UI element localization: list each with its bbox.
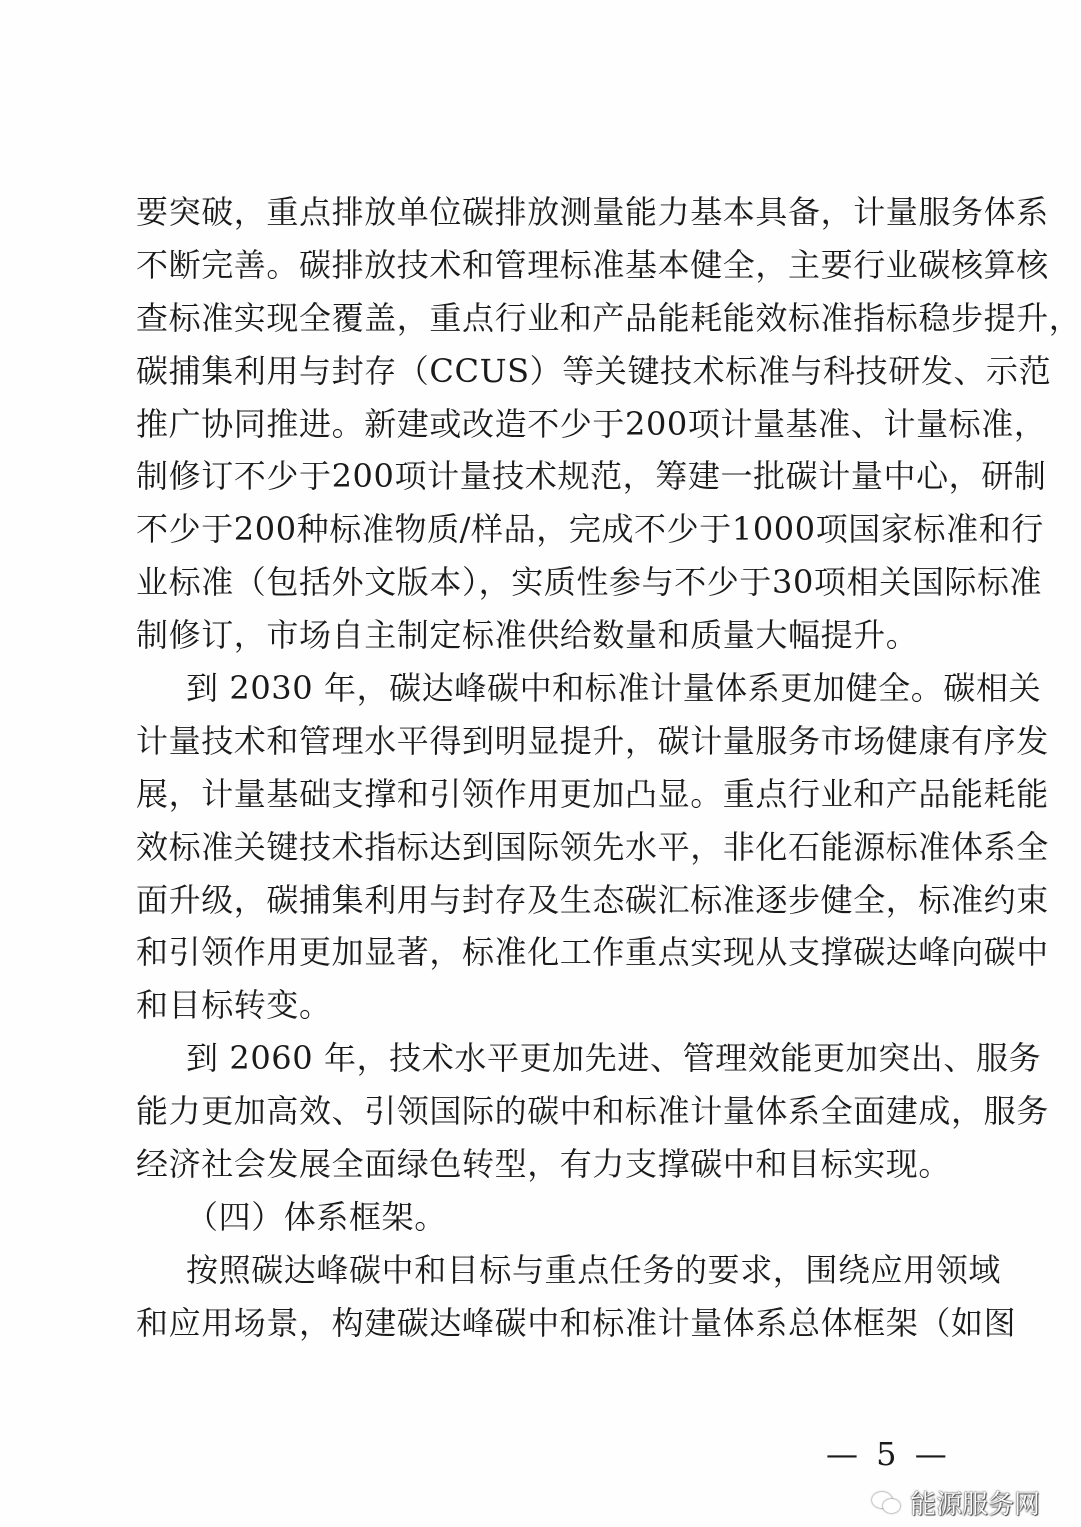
page-number: — 5 — [826,1435,951,1473]
text-line: 制修订不少于200项计量技术规范，筹建一批碳计量中心，研制 [136,457,1047,496]
text-line: 计量技术和管理水平得到明显提升，碳计量服务市场健康有序发 [136,721,1049,760]
text-line: 碳捕集利用与封存（CCUS）等关键技术标准与科技研发、示范 [136,351,1052,390]
text-line: 不少于200种标准物质/样品，完成不少于1000项国家标准和行 [136,510,1044,549]
text-line: 要突破，重点排放单位碳排放测量能力基本具备，计量服务体系 [136,193,1049,231]
text-line: 能力更加高效、引领国际的碳中和标准计量体系全面建成，服务 [136,1092,1049,1131]
source-watermark [872,1484,1040,1521]
text-line: 经济社会发展全面绿色转型，有力支撑碳中和目标实现。 [136,1145,952,1184]
text-line: 和目标转变。 [136,986,332,1025]
text-line: 和引领作用更加显著，标准化工作重点实现从支撑碳达峰向碳中 [136,933,1049,972]
section-heading: （四）体系框架。 [186,1197,447,1236]
paragraph-start-line: 到 2060 年，技术水平更加先进、管理效能更加突出、服务 [186,1039,1042,1078]
text-line: 和应用场景，构建碳达峰碳中和标准计量体系总体框架（如图 [136,1303,1017,1342]
text-line: 制修订，市场自主制定标准供给数量和质量大幅提升。 [136,616,919,655]
text-line: 展，计量基础支撑和引领作用更加凸显。重点行业和产品能耗能 [136,774,1049,813]
body-text [136,186,1081,1350]
text-line: 查标准实现全覆盖，重点行业和产品能耗能效标准指标稳步提升， [136,298,1081,337]
wechat-icon [872,1490,902,1516]
paragraph-start-line: 按照碳达峰碳中和目标与重点任务的要求，围绕应用领域 [186,1250,1002,1289]
watermark-text: 能源服务网 [910,1490,1041,1520]
text-line: 不断完善。碳排放技术和管理标准基本健全，主要行业碳核算核 [136,245,1049,284]
text-line: 推广协同推进。新建或改造不少于200项计量基准、计量标准， [136,404,1047,443]
text-line: 效标准关键技术指标达到国际领先水平，非化石能源标准体系全 [136,827,1049,866]
text-line: 业标准（包括外文版本），实质性参与不少于30项相关国际标准 [136,563,1043,602]
paragraph-start-line: 到 2030 年，碳达峰碳中和标准计量体系更加健全。碳相关 [186,669,1042,708]
text-line: 面升级，碳捕集利用与封存及生态碳汇标准逐步健全，标准约束 [136,880,1049,919]
